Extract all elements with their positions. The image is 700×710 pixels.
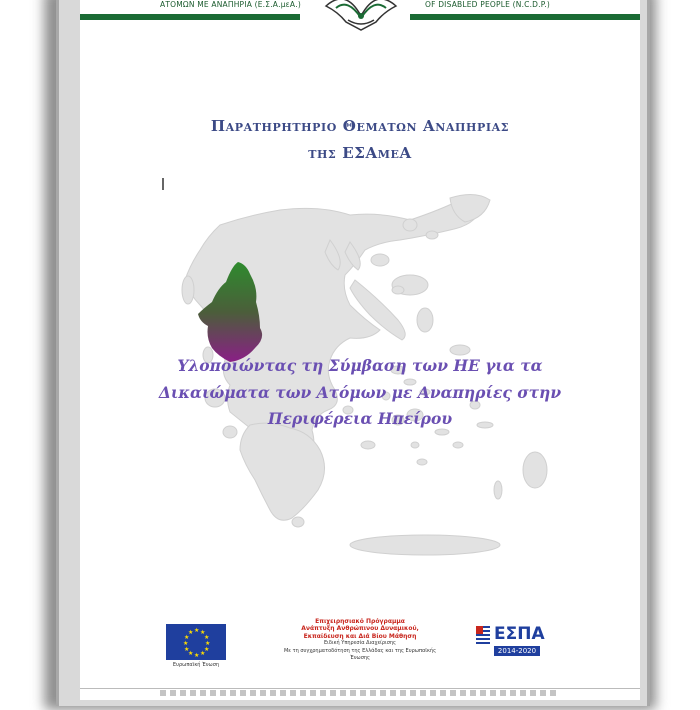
crete-island — [350, 535, 500, 555]
header-rule-right — [410, 14, 640, 20]
svg-text:★: ★ — [188, 650, 194, 657]
espa-years: 2014-2020 — [494, 646, 540, 656]
skyros-island — [392, 286, 404, 294]
footer-page-text-fragment — [160, 690, 560, 696]
svg-text:★: ★ — [183, 640, 189, 647]
lemnos-island — [371, 254, 389, 266]
document-cover-page — [80, 0, 640, 700]
page-title-line1: Παρατηρητηριο Θεματων Αναπηριας — [210, 117, 510, 135]
samothraki-island — [426, 231, 438, 239]
svg-text:★: ★ — [205, 640, 211, 647]
greek-flag-icon — [476, 626, 490, 646]
footer-logos — [80, 618, 640, 668]
subtitle-line3: Περιφέρεια Ηπείρου — [267, 409, 453, 428]
eu-flag-logo — [166, 624, 226, 660]
astypalaia-island — [453, 442, 463, 448]
santorini-island — [417, 459, 427, 465]
operational-program-logo — [280, 618, 440, 662]
svg-text:★: ★ — [204, 646, 210, 653]
op-line1: Επιχειρησιακό Πρόγραμμα — [315, 618, 405, 625]
header-org-english: OF DISABLED PEOPLE (N.C.D.P.) — [425, 0, 550, 9]
page-title-line2: της ΕΣΑμεΑ — [308, 144, 412, 162]
eu-caption: Ευρωπαϊκή Ένωση — [172, 662, 220, 668]
karpathos-island — [494, 481, 502, 499]
chios-island — [417, 308, 433, 332]
svg-text:★: ★ — [200, 650, 206, 657]
subtitle-line1: Υλοποιώντας τη Σύμβαση των ΗΕ για τα — [177, 356, 543, 375]
op-line3: Εκπαίδευση και Διά Βίου Μάθηση — [303, 632, 417, 640]
header-rule-left — [80, 14, 300, 20]
op-line4: Ειδική Υπηρεσία Διαχείρισης — [324, 640, 396, 647]
bottom-rule — [80, 688, 640, 689]
corfu-island — [182, 276, 194, 304]
svg-text:★: ★ — [184, 634, 190, 641]
emblem-logo — [306, 0, 416, 32]
svg-text:★: ★ — [200, 629, 206, 636]
op-line2: Ανάπτυξη Ανθρώπινου Δυναμικού, — [301, 625, 419, 633]
espa-logo — [476, 624, 545, 660]
amorgos-island — [435, 429, 449, 435]
ios-island — [411, 442, 419, 448]
rhodes-island — [523, 452, 547, 488]
header-org-greek: ΑΤΟΜΩΝ ΜΕ ΑΝΑΠΗΡΙΑ (Ε.Σ.Α.μεΑ.) — [160, 0, 301, 9]
espa-wordmark: ΕΣΠΑ — [494, 624, 545, 644]
samos-island — [450, 345, 470, 355]
svg-text:★: ★ — [194, 652, 200, 659]
svg-text:★: ★ — [184, 646, 190, 653]
subtitle-line2: Δικαιώματα των Ατόμων με Αναπηρίες στην — [158, 383, 562, 402]
svg-text:★: ★ — [204, 634, 210, 641]
kythira-island — [292, 517, 304, 527]
eu-stars-icon — [166, 624, 226, 660]
svg-text:★: ★ — [188, 629, 194, 636]
svg-text:★: ★ — [194, 627, 200, 634]
milos-island — [361, 441, 375, 449]
op-line5: Με τη συγχρηματοδότηση της Ελλάδας και της Ευρωπαϊκής Ένωσης — [283, 647, 437, 662]
thasos-island — [403, 219, 417, 231]
